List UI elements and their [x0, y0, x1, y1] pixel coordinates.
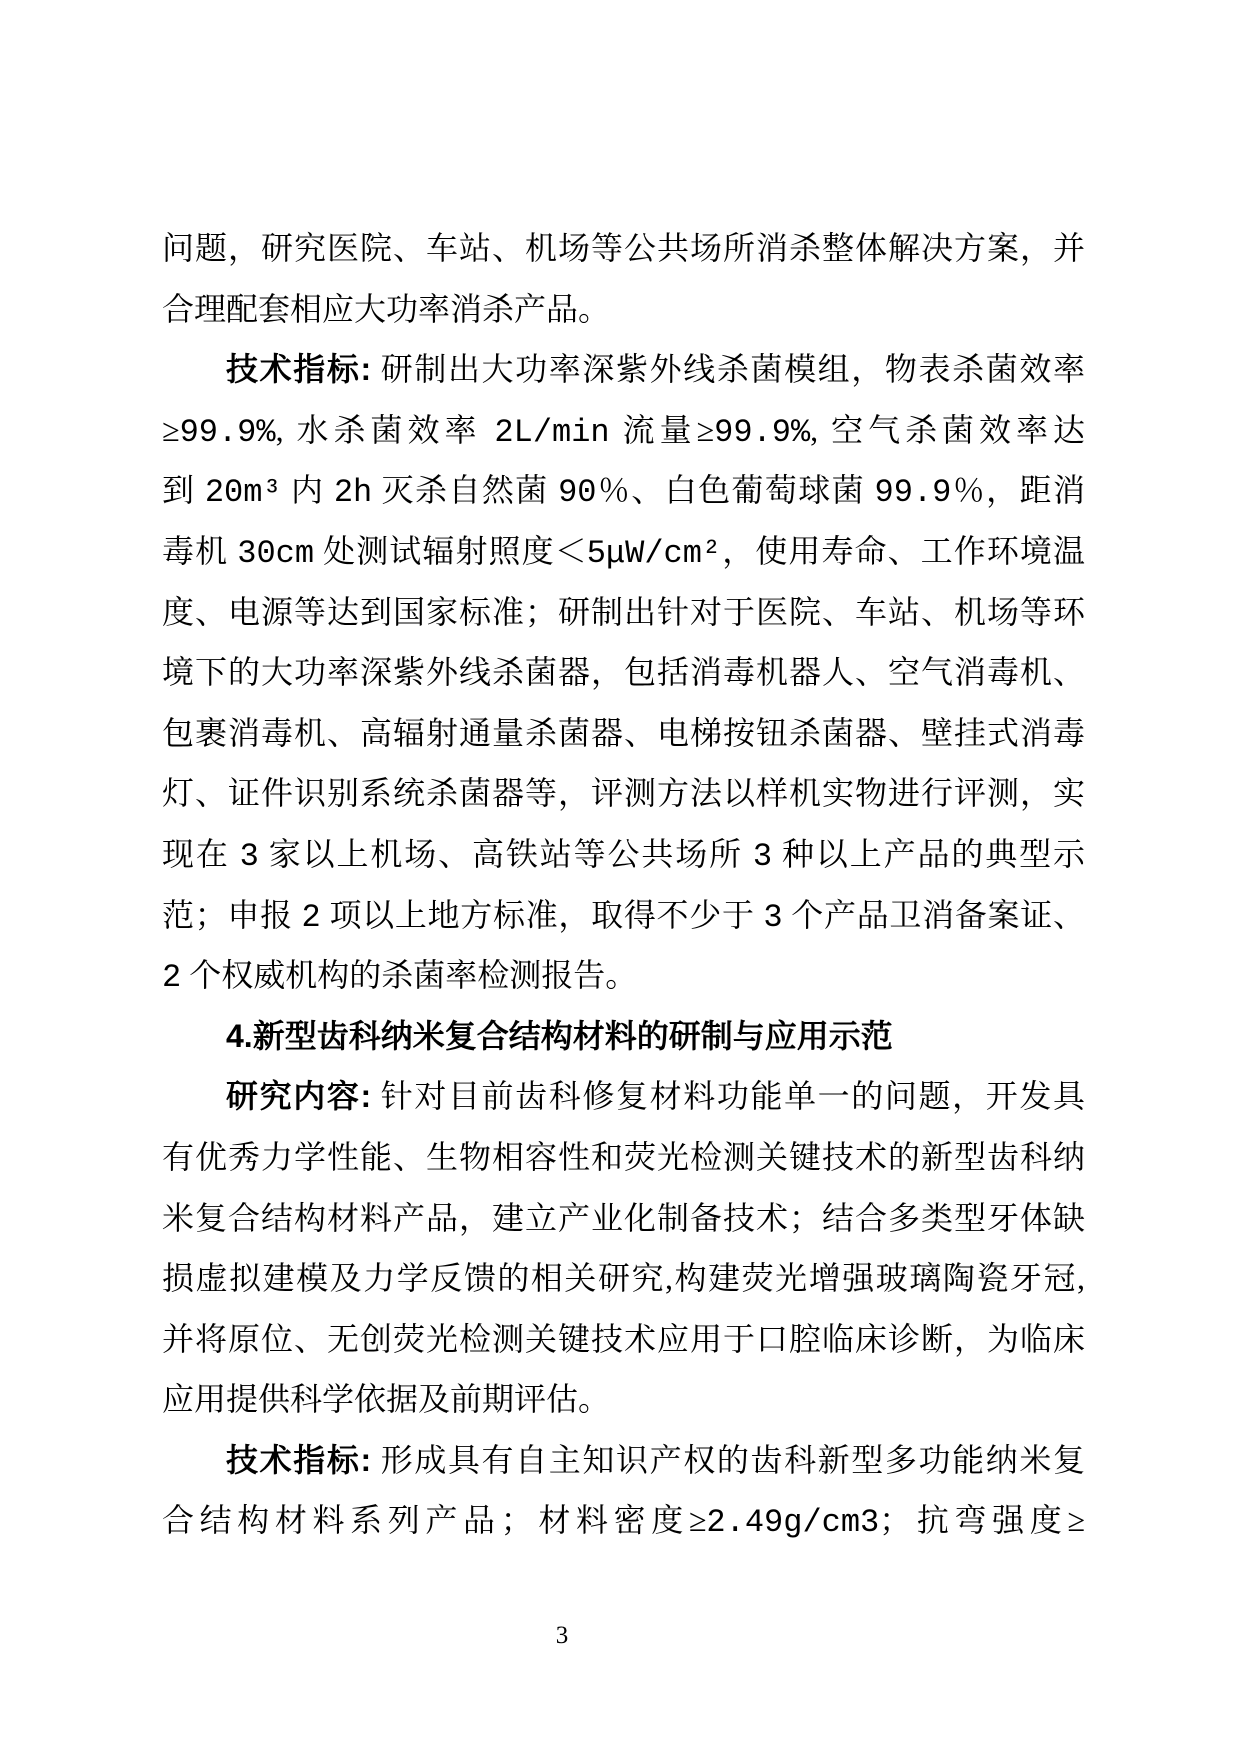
- bold-label: 研究内容:: [226, 1078, 372, 1115]
- text-line: 米复合结构材料产品，建立产业化制备技术；结合多类型牙体缺: [162, 1199, 1085, 1236]
- text-line: 技术指标: 形成具有自主知识产权的齿科新型多功能纳米复: [226, 1441, 1085, 1478]
- text-line: 有优秀力学性能、生物相容性和荧光检测关键技术的新型齿科纳: [162, 1138, 1085, 1175]
- bold-label: 技术指标:: [226, 1441, 372, 1478]
- text-line: 现在 3 家以上机场、高铁站等公共场所 3 种以上产品的典型示: [162, 835, 1085, 875]
- text-line: 合结构材料系列产品；材料密度≥2.49g/cm3；抗弯强度≥: [162, 1502, 1085, 1542]
- text-line: 损虚拟建模及力学反馈的相关研究,构建荧光增强玻璃陶瓷牙冠,: [162, 1260, 1085, 1297]
- text-line: 包裹消毒机、高辐射通量杀菌器、电梯按钮杀菌器、壁挂式消毒: [162, 714, 1085, 751]
- text-line: 应用提供科学依据及前期评估。: [162, 1381, 611, 1418]
- text-line: 合理配套相应大功率消杀产品。: [162, 290, 611, 327]
- text-line: 灯、证件识别系统杀菌器等，评测方法以样机实物进行评测，实: [162, 775, 1085, 812]
- text-line: ≥99.9%, 水杀菌效率 2L/min 流量≥99.9%, 空气杀菌效率达: [162, 411, 1085, 451]
- text-line: 度、电源等达到国家标准；研制出针对于医院、车站、机场等环: [162, 593, 1085, 630]
- text-line: 研究内容: 针对目前齿科修复材料功能单一的问题，开发具: [226, 1078, 1085, 1115]
- text-line: 境下的大功率深紫外线杀菌器，包括消毒机器人、空气消毒机、: [162, 654, 1085, 691]
- text-line: 并将原位、无创荧光检测关键技术应用于口腔临床诊断，为临床: [162, 1320, 1085, 1357]
- bold-label: 技术指标:: [226, 351, 372, 388]
- text-line: 技术指标: 研制出大功率深紫外线杀菌模组，物表杀菌效率: [226, 351, 1085, 388]
- text-line: 范；申报 2 项以上地方标准，取得不少于 3 个产品卫消备案证、: [162, 896, 1085, 936]
- page-number: 3: [555, 1622, 569, 1649]
- document-body: [162, 218, 1085, 1551]
- text-line: 毒机 30cm 处测试辐射照度＜5μW/cm²，使用寿命、工作环境温: [162, 532, 1085, 572]
- text-line: 问题，研究医院、车站、机场等公共场所消杀整体解决方案，并: [162, 230, 1085, 266]
- text-line: 2 个权威机构的杀菌率检测报告。: [162, 957, 638, 997]
- section-heading: 4.新型齿科纳米复合结构材料的研制与应用示范: [226, 1017, 893, 1054]
- text-line: 到 20m³ 内 2h 灭杀自然菌 90％、白色葡萄球菌 99.9％，距消: [162, 472, 1085, 512]
- page-footer: [0, 1622, 1124, 1650]
